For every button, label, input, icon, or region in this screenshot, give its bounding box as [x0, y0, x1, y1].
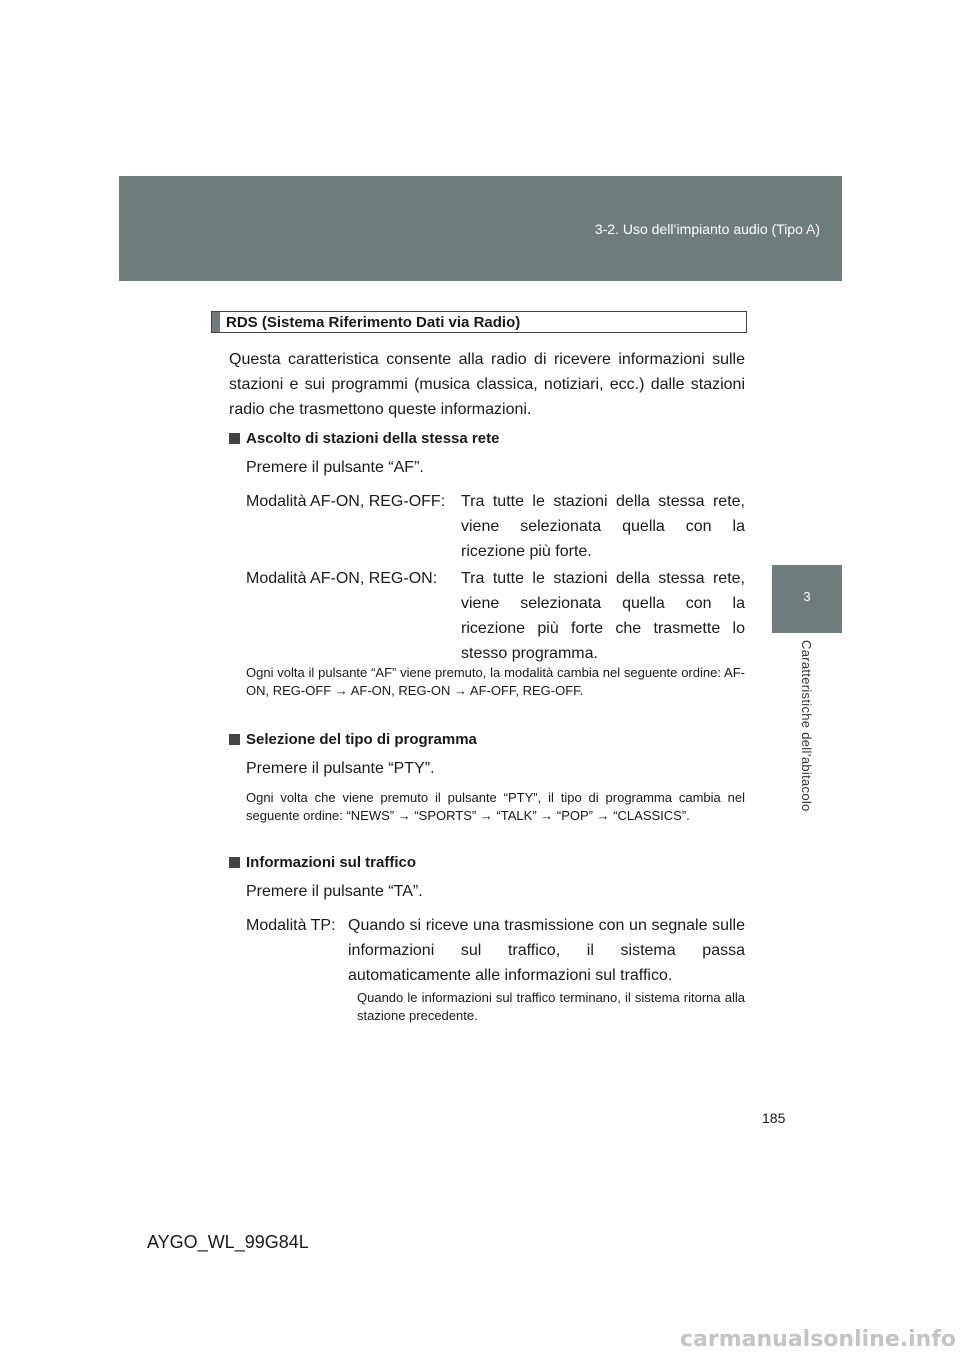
document-code: AYGO_WL_99G84L [147, 1232, 309, 1252]
page-number: 185 [762, 1110, 786, 1126]
af-mode1-label: Modalità AF-ON, REG-OFF: [246, 493, 446, 510]
af-note: Ogni volta il pulsante “AF” viene premuto, la modalità cambia nel seguente ordine: AF-ON, REG-OFF → AF-ON, REG-ON → AF-OFF, REG-OFF. [246, 665, 745, 698]
chapter-title: 3-2. Uso dell’impianto audio (Tipo A) [594, 221, 820, 237]
af-heading [229, 430, 499, 447]
chapter-number: 3 [803, 589, 811, 604]
header-band [119, 176, 842, 281]
ta-instruction: Premere il pulsante “TA”. [246, 883, 423, 900]
ta-heading-text: Informazioni sul traffico [246, 854, 417, 871]
af-heading-text: Ascolto di stazioni della stessa rete [246, 430, 500, 447]
ta-heading [229, 854, 416, 871]
bullet-square-icon [229, 734, 240, 745]
section-heading-box [211, 311, 747, 333]
af-instruction: Premere il pulsante “AF”. [246, 459, 424, 476]
section-heading-bar [212, 312, 220, 332]
section-title: RDS (Sistema Riferimento Dati via Radio) [226, 314, 521, 331]
pty-note: Ogni volta che viene premuto il pulsante “PTY”, il tipo di programma cambia nel seguente ordine: “NEWS” → “SPORTS” → “TALK” → “POP” → “CLASSICS”. [246, 790, 745, 823]
chapter-side-label: Caratteristiche dell’abitacolo [799, 640, 814, 812]
af-mode2-label: Modalità AF-ON, REG-ON: [246, 570, 438, 587]
pty-instruction: Premere il pulsante “PTY”. [246, 760, 435, 777]
chapter-tab [772, 565, 842, 633]
ta-mode-label: Modalità TP: [246, 917, 336, 934]
bullet-square-icon [229, 857, 240, 868]
ta-mode-desc: Quando si riceve una trasmissione con un segnale sulle informazioni sul traffico, il sistema passa automaticamente alle informazioni sul traffico. [348, 917, 745, 984]
pty-heading [229, 731, 477, 748]
af-mode2-desc: Tra tutte le stazioni della stessa rete, viene selezionata quella con la ricezione più forte che trasmette lo stesso programma. [461, 570, 745, 662]
pty-heading-text: Selezione del tipo di programma [246, 731, 477, 748]
af-mode1-desc: Tra tutte le stazioni della stessa rete, viene selezionata quella con la ricezione più forte. [461, 493, 745, 560]
bullet-square-icon [229, 433, 240, 444]
ta-note: Quando le informazioni sul traffico terminano, il sistema ritorna alla stazione precedente. [357, 990, 745, 1023]
section-intro: Questa caratteristica consente alla radio di ricevere informazioni sulle stazioni e sui programmi (musica classica, notiziari, ecc.) dalle stazioni radio che trasmettono queste informazioni. [229, 351, 745, 418]
watermark: carmanualsonline.info [680, 1327, 956, 1352]
